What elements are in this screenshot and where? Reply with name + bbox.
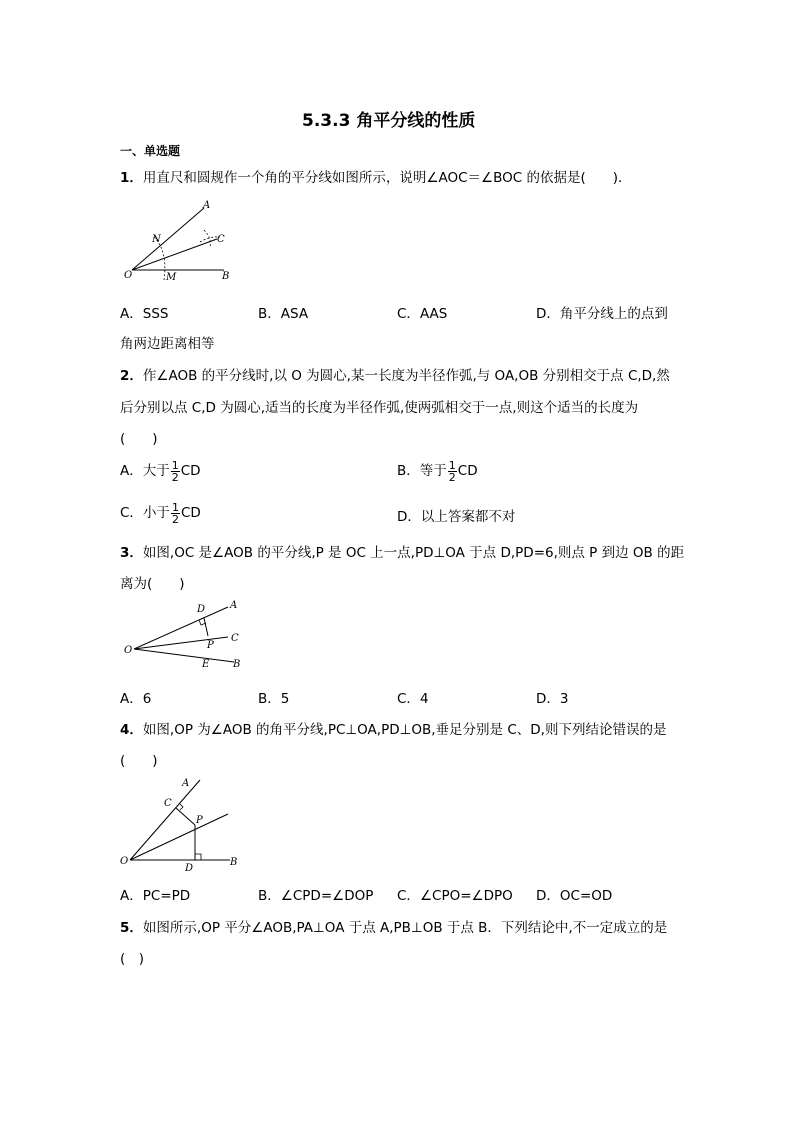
option-text: 6 bbox=[142, 691, 152, 707]
question-2-option-d[interactable] bbox=[397, 505, 515, 525]
fraction bbox=[171, 460, 180, 483]
question-text: 如图所示,OP 平分∠AOB,PA⊥OA 于点 A,PB⊥OB 于点 B．下列结论中,不一定成立的是 bbox=[142, 920, 668, 936]
question-2-option-b[interactable] bbox=[397, 459, 478, 483]
label-m: M bbox=[166, 272, 177, 283]
label-e: E bbox=[202, 659, 210, 670]
label-o: O bbox=[124, 270, 133, 281]
fraction-numerator: 1 bbox=[448, 458, 456, 472]
label-p: P bbox=[196, 815, 203, 826]
label-p: P bbox=[207, 640, 214, 651]
question-number: 1． bbox=[120, 170, 143, 186]
option-text: OC=OD bbox=[559, 888, 613, 904]
right-angle-mark-c bbox=[180, 804, 183, 810]
arc-c1 bbox=[204, 230, 210, 248]
question-5-stem-line-1 bbox=[120, 916, 667, 936]
option-text: ∠CPD=∠DOP bbox=[280, 888, 374, 904]
option-key: B． bbox=[258, 306, 281, 322]
ray-oa bbox=[132, 208, 204, 270]
question-number: 5． bbox=[120, 920, 143, 936]
label-a: A bbox=[182, 778, 190, 789]
question-text: 用直尺和圆规作一个角的平分线如图所示，说明∠AOC＝∠BOC 的依据是( )． bbox=[142, 170, 632, 186]
option-text: 3 bbox=[559, 691, 569, 707]
option-key: A． bbox=[120, 306, 143, 322]
label-b: B bbox=[222, 271, 230, 282]
option-key: D． bbox=[397, 509, 421, 525]
question-4-option-c[interactable] bbox=[397, 884, 513, 904]
option-text: 角平分线上的点到 bbox=[559, 306, 668, 322]
option-key: C． bbox=[397, 888, 420, 904]
question-3-stem-line-1 bbox=[120, 541, 684, 561]
label-d: D bbox=[185, 863, 194, 872]
question-1-option-a[interactable] bbox=[120, 302, 168, 322]
option-text: AAS bbox=[419, 306, 448, 322]
ray-ob bbox=[134, 649, 234, 662]
label-c: C bbox=[217, 234, 225, 245]
label-a: A bbox=[230, 600, 238, 611]
question-5-stem-line-2: ( ) bbox=[120, 951, 145, 967]
question-4-stem-line-1 bbox=[120, 718, 666, 738]
question-number: 2． bbox=[120, 368, 143, 384]
question-text: 如图,OP 为∠AOB 的角平分线,PC⊥OA,PD⊥OB,垂足分别是 C、D,则下列结论错误的是 bbox=[142, 722, 667, 738]
option-key: B． bbox=[258, 888, 281, 904]
option-key: A． bbox=[120, 888, 143, 904]
fraction-denominator: 2 bbox=[171, 512, 179, 526]
label-c: C bbox=[231, 633, 239, 644]
fraction-denominator: 2 bbox=[448, 470, 456, 484]
option-text: ASA bbox=[280, 306, 309, 322]
question-2-stem-line-1 bbox=[120, 364, 670, 384]
question-4-stem-line-2: ( ) bbox=[120, 753, 158, 769]
question-1-option-b[interactable] bbox=[258, 302, 308, 322]
option-text: SSS bbox=[142, 306, 169, 322]
option-key: D． bbox=[536, 888, 560, 904]
question-4-option-a[interactable] bbox=[120, 884, 190, 904]
fraction bbox=[448, 460, 457, 483]
label-o: O bbox=[124, 645, 133, 656]
question-1-option-d-continued: 角两边距离相等 bbox=[120, 336, 215, 352]
question-number: 3． bbox=[120, 545, 143, 561]
option-key: A． bbox=[120, 463, 143, 479]
option-text: 5 bbox=[280, 691, 290, 707]
section-heading: 一、单选题 bbox=[120, 144, 181, 158]
option-text: CD bbox=[180, 463, 201, 479]
option-key: D． bbox=[536, 306, 560, 322]
fraction bbox=[171, 502, 180, 525]
option-text: 等于 bbox=[419, 463, 447, 479]
question-3-stem-line-2: 离为( ) bbox=[120, 576, 185, 592]
question-number: 4． bbox=[120, 722, 143, 738]
question-4-option-d[interactable] bbox=[536, 884, 612, 904]
question-3-option-b[interactable] bbox=[258, 687, 289, 707]
page-title: 5.3.3 角平分线的性质 bbox=[302, 111, 476, 131]
option-text: 以上答案都不对 bbox=[420, 509, 516, 525]
question-4-figure bbox=[118, 774, 246, 872]
label-b: B bbox=[230, 857, 238, 868]
question-4-option-b[interactable] bbox=[258, 884, 373, 904]
label-c: C bbox=[164, 798, 172, 809]
question-3-option-c[interactable] bbox=[397, 687, 429, 707]
ray-op bbox=[130, 814, 228, 860]
question-2-option-c[interactable] bbox=[120, 501, 201, 525]
option-key: C． bbox=[397, 691, 420, 707]
option-key: D． bbox=[536, 691, 560, 707]
right-angle-mark-d bbox=[195, 854, 201, 860]
option-text: CD bbox=[457, 463, 478, 479]
option-text: ∠CPO=∠DPO bbox=[419, 888, 513, 904]
option-text: PC=PD bbox=[142, 888, 191, 904]
question-3-option-d[interactable] bbox=[536, 687, 569, 707]
question-2-stem-line-2: 后分别以点 C,D 为圆心,适当的长度为半径作弧,使两弧相交于一点,则这个适当的长度为 bbox=[120, 400, 639, 416]
option-key: A． bbox=[120, 691, 143, 707]
label-b: B bbox=[233, 659, 241, 670]
question-3-figure bbox=[120, 598, 250, 674]
option-key: C． bbox=[120, 505, 143, 521]
label-d: D bbox=[197, 604, 206, 615]
question-2-option-a[interactable] bbox=[120, 459, 201, 483]
segment-pc bbox=[176, 808, 195, 825]
fraction-numerator: 1 bbox=[171, 500, 179, 514]
question-1-option-d[interactable] bbox=[536, 302, 668, 322]
option-key: B． bbox=[397, 463, 420, 479]
option-key: B． bbox=[258, 691, 281, 707]
question-1-figure bbox=[120, 196, 245, 288]
ray-oc bbox=[132, 239, 217, 270]
option-text: 4 bbox=[419, 691, 429, 707]
question-2-stem-line-3: ( ) bbox=[120, 431, 158, 447]
question-text: 作∠AOB 的平分线时,以 O 为圆心,某一长度为半径作弧,与 OA,OB 分别相交于点 C,D,然 bbox=[142, 368, 670, 384]
option-text: 小于 bbox=[142, 505, 170, 521]
fraction-numerator: 1 bbox=[171, 458, 179, 472]
option-text: CD bbox=[180, 505, 201, 521]
label-a: A bbox=[203, 200, 211, 211]
label-n: N bbox=[152, 234, 161, 245]
option-key: C． bbox=[397, 306, 420, 322]
segment-pd bbox=[204, 618, 208, 636]
question-text: 如图,OC 是∠AOB 的平分线,P 是 OC 上一点,PD⊥OA 于点 D,PD=6,则点 P 到边 OB 的距 bbox=[142, 545, 685, 561]
option-text: 大于 bbox=[142, 463, 170, 479]
question-1-option-c[interactable] bbox=[397, 302, 447, 322]
fraction-denominator: 2 bbox=[171, 470, 179, 484]
question-1-stem bbox=[120, 166, 632, 186]
question-3-option-a[interactable] bbox=[120, 687, 151, 707]
label-o: O bbox=[120, 856, 129, 867]
